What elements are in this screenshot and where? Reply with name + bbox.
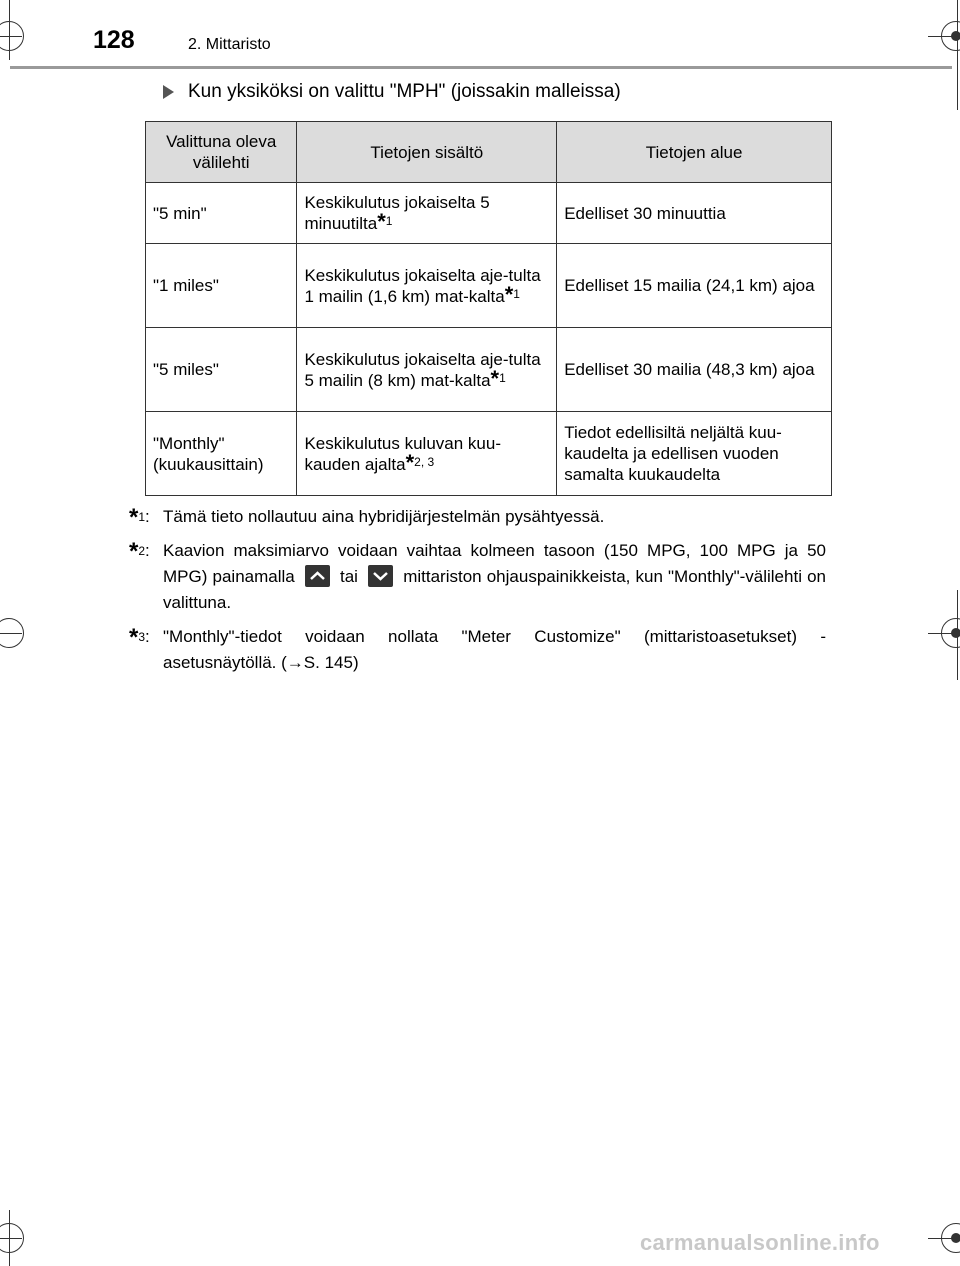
page-number: 128 xyxy=(93,26,135,54)
cell-tab: "5 miles" xyxy=(146,328,297,412)
subheading xyxy=(163,81,621,103)
arrow-right-icon: → xyxy=(286,653,304,672)
table-row xyxy=(146,328,832,412)
table-header-row xyxy=(146,122,832,183)
column-header-content: Tietojen sisältö xyxy=(297,122,557,183)
cell-content: Keskikulutus jokaiselta aje-tulta 5 mailin (8 km) mat-kalta*$^1$ xyxy=(297,328,557,412)
table-row xyxy=(146,183,832,244)
cell-range: Edelliset 15 mailia (24,1 km) ajoa xyxy=(557,244,832,328)
section-title: 2. Mittaristo xyxy=(188,36,271,53)
chevron-up-icon xyxy=(305,565,330,587)
table-row xyxy=(146,412,832,496)
cell-content: Keskikulutus jokaiselta 5 minuutilta*$^1$ xyxy=(297,183,557,244)
triangle-bullet-icon xyxy=(163,85,174,99)
table-row xyxy=(146,244,832,328)
fuel-consumption-table xyxy=(145,121,832,496)
footnote-text: Tämä tieto nollautuu aina hybridijärjestelmän pysähtyessä. xyxy=(163,507,605,526)
cell-content: Keskikulutus jokaiselta aje-tulta 1 mailin (1,6 km) mat-kalta*$^1$ xyxy=(297,244,557,328)
chevron-down-icon xyxy=(368,565,393,587)
cell-range: Tiedot edellisiltä neljältä kuu-kaudelta ja edellisen vuoden samalta kuukaudelta xyxy=(557,412,832,496)
cell-tab: "Monthly" (kuukausittain) xyxy=(146,412,297,496)
cell-range: Edelliset 30 minuuttia xyxy=(557,183,832,244)
watermark: carmanualsonline.info xyxy=(640,1230,880,1255)
footnote-text: Kaavion maksimiarvo voidaan vaihtaa kolmeen tasoon (150 MPG, 100 MPG ja 50 MPG) painamalla tai mittariston ohjauspainikkeista, kun "Monthly"-välilehti on valittuna. xyxy=(163,541,826,612)
cell-tab: "5 min" xyxy=(146,183,297,244)
cell-content: Keskikulutus kuluvan kuu-kauden ajalta*$^{2, 3}$ xyxy=(297,412,557,496)
cell-range: Edelliset 30 mailia (48,3 km) ajoa xyxy=(557,328,832,412)
column-header-tab: Valittuna oleva välilehti xyxy=(146,122,297,183)
column-header-range: Tietojen alue xyxy=(557,122,832,183)
header-divider xyxy=(10,66,952,69)
footnote-text: "Monthly"-tiedot voidaan nollata "Meter Customize" (mittaristoasetukset) -asetusnäytöllä. (→S. 145) xyxy=(163,627,826,672)
cell-tab: "1 miles" xyxy=(146,244,297,328)
subheading-text: Kun yksiköksi on valittu "MPH" (joissakin malleissa) xyxy=(188,81,621,102)
